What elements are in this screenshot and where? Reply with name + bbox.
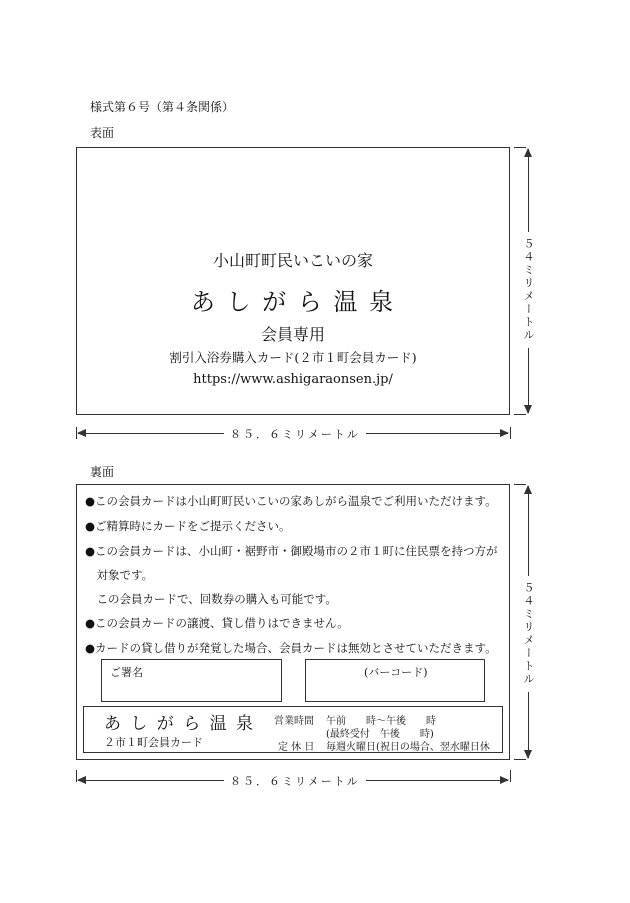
bullet-no-transfer: ●この会員カードの譲渡、貸し借りはできません。 xyxy=(85,616,349,630)
back-label: 裏面 xyxy=(90,465,115,479)
height-dimension-label: ５４ミリメートル xyxy=(520,232,536,348)
arrow-left-icon xyxy=(77,429,86,437)
bullet-present-card: ●ご精算時にカードをご提示ください。 xyxy=(85,519,291,533)
back-dim-tick-right xyxy=(510,770,511,782)
bullet-invalidation: ●カードの貸し借りが発覚した場合、会員カードは無効とさせていただきます。 xyxy=(85,641,497,655)
members-only: 会員専用 xyxy=(260,325,325,344)
back-arrow-left-icon xyxy=(77,776,86,784)
bullet-eligibility-cont: 対象です。 xyxy=(85,568,154,582)
arrow-up-icon xyxy=(524,148,532,157)
barcode-box xyxy=(305,659,485,702)
bullet-eligibility: ●この会員カードは、小山町・裾野市・御殿場市の２市１町に住民票を持つ方が xyxy=(85,544,498,558)
signature-label: ご署名 xyxy=(110,666,143,679)
back-dim-tick-bottom xyxy=(514,759,526,760)
facility-name: 小山町町民いこいの家 xyxy=(212,251,373,270)
last-entry: (最終受付 午後 時) xyxy=(326,729,434,740)
website-url: https://www.ashigaraonsen.jp/ xyxy=(193,372,393,387)
closed-value: 毎週火曜日(祝日の場合、翌水曜日休 xyxy=(326,742,490,753)
back-width-dimension-label: ８５．６ミリメートル xyxy=(224,773,366,789)
bullet-coupon: この会員カードで、回数券の購入も可能です。 xyxy=(85,592,337,606)
onsen-name: あ し が ら 温 泉 xyxy=(190,288,396,316)
front-label: 表面 xyxy=(90,126,115,140)
back-arrow-down-icon xyxy=(524,750,532,759)
card-type: 割引入浴券購入カード(２市１町会員カード) xyxy=(169,350,417,365)
back-height-dimension-label: ５４ミリメートル xyxy=(520,576,536,692)
dim-tick-right xyxy=(510,427,511,439)
hours-label: 営業時間 xyxy=(274,716,314,727)
card-front xyxy=(76,147,510,415)
width-dimension-label: ８５．６ミリメートル xyxy=(224,426,366,442)
footer-card-label: ２市１町会員カード xyxy=(104,736,203,749)
barcode-label: (バーコード) xyxy=(364,666,428,679)
arrow-right-icon xyxy=(500,429,509,437)
dim-tick-bottom xyxy=(514,414,526,415)
hours-value: 午前 時～午後 時 xyxy=(326,716,436,727)
bullet-usage: ●この会員カードは小山町町民いこいの家あしがら温泉でご利用いただけます。 xyxy=(85,494,497,508)
form-number: 様式第６号（第４条関係） xyxy=(90,100,235,114)
back-arrow-up-icon xyxy=(524,485,532,494)
signature-box xyxy=(101,659,282,702)
arrow-down-icon xyxy=(524,405,532,414)
footer-onsen-name: あ し が ら 温 泉 xyxy=(104,714,256,734)
card-back xyxy=(76,484,510,760)
footer-info-box xyxy=(83,706,503,753)
closed-label: 定 休 日 xyxy=(278,742,315,753)
back-arrow-right-icon xyxy=(500,776,509,784)
